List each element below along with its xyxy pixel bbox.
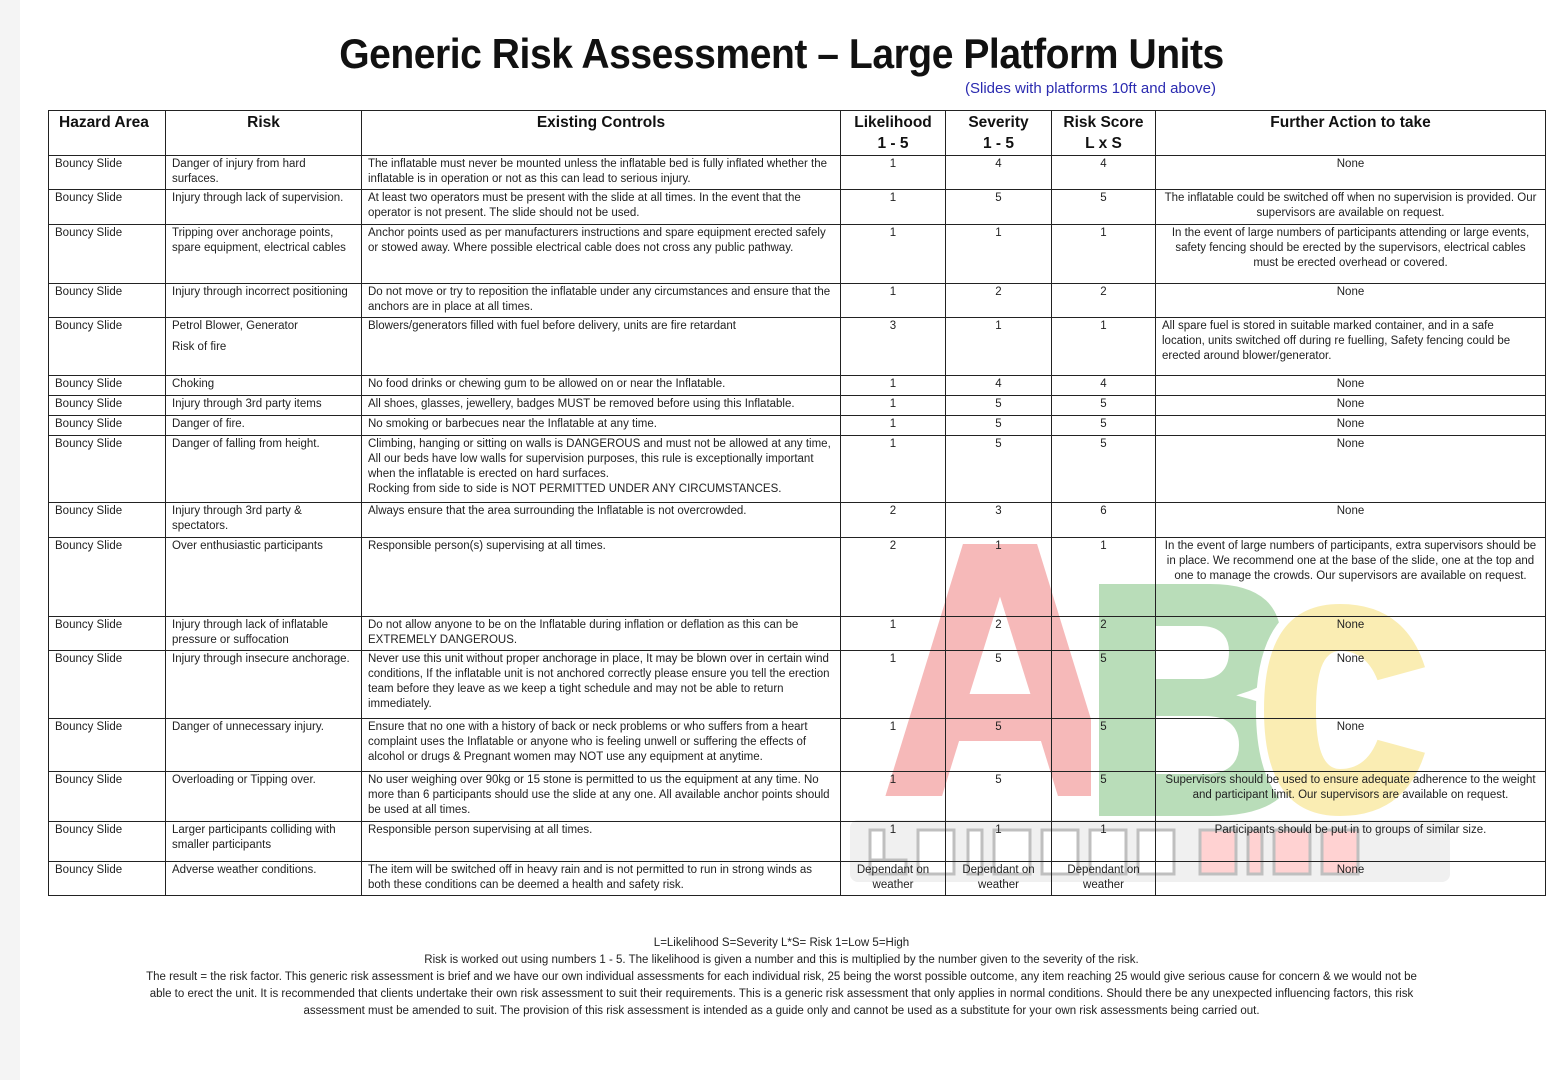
header-severity-label: Severity [968,114,1029,131]
action-cell: Participants should be put in to groups of similar size. [1156,822,1546,862]
controls-cell-line: Rocking from side to side is NOT PERMITTED UNDER ANY CIRCUMSTANCES. [368,483,782,495]
risk-cell: Overloading or Tipping over. [166,772,362,822]
header-existing-controls: Existing Controls [362,111,841,156]
score-cell: 2 [1052,617,1156,651]
controls-cell: No food drinks or chewing gum to be allowed on or near the Inflatable. [362,376,841,396]
table-row [49,503,1546,538]
action-cell: None [1156,617,1546,651]
hazard-cell: Bouncy Slide [49,225,166,284]
action-cell: In the event of large numbers of participants, extra supervisors should be in place. We recommend one at the base of the slide, one at the top and one to manage the crowds. Our supervisors are available on request. [1156,538,1546,617]
risk-cell: Danger of falling from height. [166,436,362,503]
header-severity-range: 1 - 5 [982,135,1014,152]
action-cell: None [1156,376,1546,396]
header-risk-score-label: Risk Score [1063,114,1144,131]
controls-cell: The item will be switched off in heavy rain and is not permitted to run in strong winds as both these conditions can be deemed a health and safety risk. [362,862,841,896]
risk-cell: Choking [166,376,362,396]
score-cell: 4 [1052,156,1156,190]
severity-cell: 2 [946,284,1052,318]
table-row [49,318,1546,376]
hazard-cell: Bouncy Slide [49,436,166,503]
controls-cell: Ensure that no one with a history of back or neck problems or who suffers from a heart complaint uses the Inflatable or anyone who is feeling unwell or suffering the effects of alcohol or drugs & Pregnant women may NOT use any equipment at anytime. [362,719,841,772]
page-subtitle: (Slides with platforms 10ft and above) [965,80,1216,97]
table-row [49,651,1546,719]
likelihood-cell: 1 [841,190,946,225]
controls-cell: Responsible person(s) supervising at all times. [362,538,841,617]
hazard-cell: Bouncy Slide [49,376,166,396]
risk-cell: Danger of fire. [166,416,362,436]
severity-cell: 3 [946,503,1052,538]
hazard-cell: Bouncy Slide [49,284,166,318]
severity-cell: 2 [946,617,1052,651]
risk-cell: Injury through incorrect positioning [166,284,362,318]
risk-cell: Injury through lack of inflatable pressure or suffocation [166,617,362,651]
controls-cell-line: Climbing, hanging or sitting on walls is DANGEROUS and must not be allowed at any time, All our beds have low walls for supervision purposes, this rule is exceptionally important when the inflatable is erected on hard surfaces. [368,438,831,480]
severity-cell: 5 [946,396,1052,416]
likelihood-cell: 1 [841,416,946,436]
score-cell: 1 [1052,225,1156,284]
controls-cell: Anchor points used as per manufacturers instructions and spare equipment erected safely or stowed away. Where possible electrical cable does not cross any public pathway. [362,225,841,284]
likelihood-cell: 1 [841,772,946,822]
controls-cell: At least two operators must be present with the slide at all times. In the event that the operator is not present. The slide should not be used. [362,190,841,225]
controls-cell: Responsible person supervising at all times. [362,822,841,862]
header-hazard-area: Hazard Area [49,111,166,156]
severity-cell: 1 [946,225,1052,284]
footer-line: The result = the risk factor. This generic risk assessment is brief and we have our own individual assessments for each individual risk, 25 being the worst possible outcome, any item reaching 25 would give serious cause for concern & we would not be able to erect the unit. It is recommended that clients undertake their own risk assessment to suit their requirements. This is a generic risk assessment that only applies in normal conditions. Should there be any unexpected influencing factors, this risk assessment must be amended to suit. The provision of this risk assessment is intended as a guide only and cannot be used as a substitute for your own risk assessments being carried out. [146,971,1417,1017]
severity-cell: 4 [946,376,1052,396]
footer-notes [0,935,1563,1020]
hazard-cell: Bouncy Slide [49,190,166,225]
severity-cell: 1 [946,822,1052,862]
action-cell: None [1156,284,1546,318]
score-cell: 5 [1052,396,1156,416]
action-cell: In the event of large numbers of participants attending or large events, safety fencing should be erected by the supervisors, electrical cables must be erected overhead or covered. [1156,225,1546,284]
controls-cell: All shoes, glasses, jewellery, badges MUST be removed before using this Inflatable. [362,396,841,416]
action-cell: All spare fuel is stored in suitable marked container, and in a safe location, units switched off during re fuelling, Safety fencing could be erected around blower/generator. [1156,318,1546,376]
likelihood-cell: 1 [841,156,946,190]
controls-cell: Always ensure that the area surrounding the Inflatable is not overcrowded. [362,503,841,538]
risk-cell-line: Petrol Blower, Generator [172,320,298,332]
hazard-cell: Bouncy Slide [49,156,166,190]
table-row [49,822,1546,862]
action-cell: None [1156,651,1546,719]
likelihood-cell: 1 [841,719,946,772]
score-cell: 2 [1052,284,1156,318]
header-further-action: Further Action to take [1156,111,1546,156]
header-likelihood [841,111,946,156]
score-cell: 5 [1052,719,1156,772]
score-cell: 5 [1052,772,1156,822]
risk-cell: Injury through insecure anchorage. [166,651,362,719]
score-cell: Dependant on weather [1052,862,1156,896]
action-cell: None [1156,862,1546,896]
table-row [49,284,1546,318]
hazard-cell: Bouncy Slide [49,416,166,436]
score-cell: 1 [1052,318,1156,376]
score-cell: 1 [1052,822,1156,862]
risk-cell: Injury through 3rd party & spectators. [166,503,362,538]
severity-cell: 5 [946,436,1052,503]
likelihood-cell: 1 [841,376,946,396]
severity-cell: 5 [946,651,1052,719]
likelihood-cell: 1 [841,822,946,862]
likelihood-cell: 1 [841,225,946,284]
severity-cell: 5 [946,719,1052,772]
likelihood-cell: Dependant on weather [841,862,946,896]
hazard-cell: Bouncy Slide [49,396,166,416]
hazard-cell: Bouncy Slide [49,719,166,772]
action-cell: None [1156,416,1546,436]
risk-cell: Injury through 3rd party items [166,396,362,416]
likelihood-cell: 1 [841,651,946,719]
severity-cell: 5 [946,416,1052,436]
controls-cell: Never use this unit without proper anchorage in place, It may be blown over in certain wind conditions, If the inflatable unit is not anchored correctly please ensure you tell the erection team before they leave as we keep a tight schedule and may not be able to return immediately. [362,651,841,719]
page-title: Generic Risk Assessment – Large Platform Units [339,30,1224,77]
risk-cell-line: Risk of fire [172,341,227,353]
hazard-cell: Bouncy Slide [49,862,166,896]
table-row [49,190,1546,225]
score-cell: 5 [1052,651,1156,719]
score-cell: 1 [1052,538,1156,617]
table-row [49,617,1546,651]
likelihood-cell: 1 [841,617,946,651]
risk-cell: Danger of injury from hard surfaces. [166,156,362,190]
action-cell: None [1156,156,1546,190]
footer-line: Risk is worked out using numbers 1 - 5. The likelihood is given a number and this is multiplied by the number given to the severity of the risk. [424,954,1139,966]
table-header-row [49,111,1546,156]
header-risk-score-formula: L x S [1085,135,1122,152]
controls-cell: Blowers/generators filled with fuel before delivery, units are fire retardant [362,318,841,376]
header-likelihood-range: 1 - 5 [877,135,909,152]
hazard-cell: Bouncy Slide [49,503,166,538]
hazard-cell: Bouncy Slide [49,318,166,376]
risk-cell: Larger participants colliding with smaller participants [166,822,362,862]
action-cell: None [1156,396,1546,416]
score-cell: 6 [1052,503,1156,538]
severity-cell: 5 [946,190,1052,225]
risk-assessment-table [48,110,1546,896]
risk-cell: Over enthusiastic participants [166,538,362,617]
likelihood-cell: 2 [841,503,946,538]
risk-cell [166,318,362,376]
footer-legend: L=Likelihood S=Severity L*S= Risk 1=Low 5=High [653,937,910,949]
severity-cell: 5 [946,772,1052,822]
likelihood-cell: 3 [841,318,946,376]
hazard-cell: Bouncy Slide [49,617,166,651]
controls-cell: Do not move or try to reposition the inflatable under any circumstances and ensure that the anchors are in place at all times. [362,284,841,318]
hazard-cell: Bouncy Slide [49,651,166,719]
table-row [49,862,1546,896]
header-likelihood-label: Likelihood [854,114,932,131]
table-row [49,436,1546,503]
controls-cell: No user weighing over 90kg or 15 stone is permitted to us the equipment at any time. No more than 6 participants should use the slide at any one. All available anchor points should be used at all times. [362,772,841,822]
header-severity [946,111,1052,156]
table-row [49,416,1546,436]
controls-cell: No smoking or barbecues near the Inflatable at any time. [362,416,841,436]
likelihood-cell: 1 [841,284,946,318]
risk-cell: Injury through lack of supervision. [166,190,362,225]
controls-cell: The inflatable must never be mounted unless the inflatable bed is fully inflated whether the inflatable is in operation or not as this can lead to serious injury. [362,156,841,190]
likelihood-cell: 1 [841,396,946,416]
header-risk: Risk [166,111,362,156]
risk-cell: Tripping over anchorage points, spare equipment, electrical cables [166,225,362,284]
action-cell: None [1156,719,1546,772]
score-cell: 4 [1052,376,1156,396]
table-row [49,225,1546,284]
controls-cell: Do not allow anyone to be on the Inflatable during inflation or deflation as this can be EXTREMELY DANGEROUS. [362,617,841,651]
risk-cell: Danger of unnecessary injury. [166,719,362,772]
table-row [49,538,1546,617]
risk-cell: Adverse weather conditions. [166,862,362,896]
score-cell: 5 [1052,190,1156,225]
hazard-cell: Bouncy Slide [49,822,166,862]
score-cell: 5 [1052,436,1156,503]
action-cell: None [1156,503,1546,538]
action-cell: The inflatable could be switched off when no supervision is provided. Our supervisors are available on request. [1156,190,1546,225]
table-row [49,719,1546,772]
hazard-cell: Bouncy Slide [49,538,166,617]
severity-cell: 1 [946,538,1052,617]
hazard-cell: Bouncy Slide [49,772,166,822]
header-risk-score [1052,111,1156,156]
controls-cell [362,436,841,503]
action-cell: None [1156,436,1546,503]
severity-cell: Dependant on weather [946,862,1052,896]
severity-cell: 4 [946,156,1052,190]
table-row [49,396,1546,416]
likelihood-cell: 2 [841,538,946,617]
table-row [49,156,1546,190]
table-row [49,376,1546,396]
table-row [49,772,1546,822]
likelihood-cell: 1 [841,436,946,503]
action-cell: Supervisors should be used to ensure adequate adherence to the weight and participant limit. Our supervisors are available on request. [1156,772,1546,822]
score-cell: 5 [1052,416,1156,436]
severity-cell: 1 [946,318,1052,376]
